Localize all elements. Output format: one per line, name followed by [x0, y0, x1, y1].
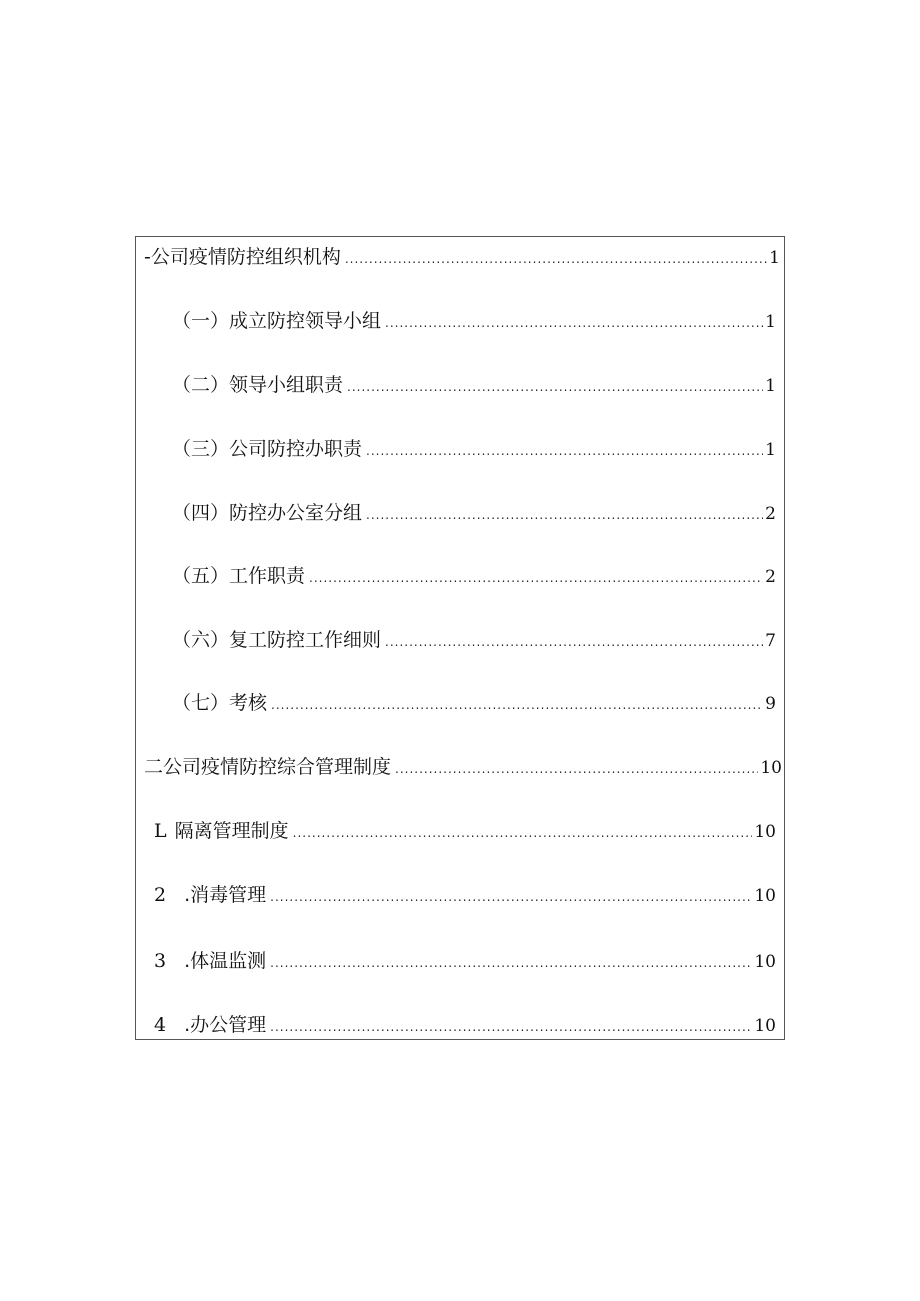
toc-entry-title: （三）公司防控办职责: [172, 438, 363, 460]
toc-page-number: 1: [765, 312, 776, 332]
toc-entry-7[interactable]: [172, 625, 776, 655]
toc-entry-2[interactable]: [172, 306, 776, 336]
toc-entry-title: （六）复工防控工作细则: [172, 629, 382, 651]
toc-entry-title: 隔离管理制度: [174, 820, 289, 842]
toc-page-number: 10: [754, 952, 776, 972]
toc-entry-12[interactable]: [154, 946, 776, 976]
toc-entry-5[interactable]: [172, 498, 776, 528]
toc-leader-dots: [385, 627, 763, 657]
toc-entry-9[interactable]: [144, 752, 782, 782]
toc-page-number: 7: [765, 631, 776, 651]
toc-leader-dots: [395, 754, 758, 784]
toc-entry-number: L: [154, 820, 167, 842]
toc-leader-dots: [293, 818, 753, 848]
toc-entry-11[interactable]: [154, 880, 776, 910]
toc-entry-title: 二公司疫情防控综合管理制度: [144, 756, 392, 778]
toc-page-number: 10: [754, 822, 776, 842]
toc-page-number: 10: [754, 886, 776, 906]
toc-entry-8[interactable]: [172, 688, 776, 718]
toc-entry-10[interactable]: [154, 816, 776, 846]
toc-entry-3[interactable]: [172, 370, 776, 400]
toc-entry-number: 3: [154, 950, 167, 972]
toc-leader-dots: [309, 563, 763, 593]
toc-leader-dots: [270, 882, 752, 912]
toc-entry-number: 4: [154, 1014, 167, 1036]
toc-leader-dots: [366, 500, 763, 530]
toc-entry-title: .消毒管理: [184, 884, 267, 906]
toc-leader-dots: [347, 372, 763, 402]
toc-entry-title: （二）领导小组职责: [172, 374, 344, 396]
toc-entry-4[interactable]: [172, 434, 776, 464]
toc-entry-1[interactable]: [144, 242, 780, 272]
toc-page-number: 1: [765, 440, 776, 460]
toc-page-number: 2: [765, 504, 776, 524]
toc-leader-dots: [366, 436, 763, 466]
toc-entry-title: （五）工作职责: [172, 565, 306, 587]
toc-leader-dots: [270, 1012, 752, 1040]
toc-entry-title: .办公管理: [184, 1014, 267, 1036]
toc-leader-dots: [271, 690, 763, 720]
toc-page-number: 1: [765, 376, 776, 396]
toc-entry-title: （七）考核: [172, 692, 268, 714]
toc-page-number: 2: [765, 567, 776, 587]
toc-entry-title: .体温监测: [184, 950, 267, 972]
toc-leader-dots: [385, 308, 763, 338]
toc-entry-title: -公司疫情防控组织机构: [144, 246, 341, 268]
toc-leader-dots: [345, 244, 767, 274]
toc-page-number: 1: [769, 248, 780, 268]
toc-leader-dots: [270, 948, 752, 978]
toc-entry-title: （四）防控办公室分组: [172, 502, 363, 524]
toc-entry-number: 2: [154, 884, 167, 906]
toc-page-number: 9: [765, 694, 776, 714]
toc-page-number: 10: [760, 758, 782, 778]
toc-page-number: 10: [754, 1016, 776, 1036]
toc-entry-title: （一）成立防控领导小组: [172, 310, 382, 332]
table-of-contents: [135, 236, 785, 1040]
toc-entry-13[interactable]: [154, 1010, 776, 1040]
toc-entry-6[interactable]: [172, 561, 776, 591]
